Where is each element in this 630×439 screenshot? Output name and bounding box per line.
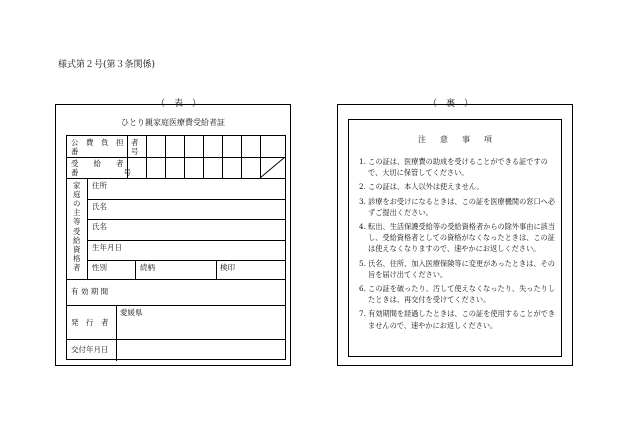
- issue-date-label: 交付年月日: [71, 345, 109, 354]
- provider-number-label-2: 番 号: [71, 147, 139, 156]
- recipient-name-label: 氏名: [92, 222, 107, 231]
- household-head-char: 家: [73, 181, 81, 190]
- relationship-label: 続柄: [140, 263, 155, 272]
- issuer-value: 愛媛県: [120, 308, 143, 317]
- household-name-label: 氏名: [92, 202, 107, 211]
- card-front: [55, 104, 291, 366]
- household-head-char: の: [73, 199, 81, 208]
- card-back: [337, 104, 573, 366]
- issuer-label: 発 行 者: [71, 318, 109, 327]
- note-item: 5. 氏名、住所、加入医療保険等に変更があったときは、その旨を届け出てください。: [359, 258, 555, 279]
- notes-list: [359, 156, 557, 334]
- form-label: 様式第２号(第３条関係): [58, 60, 156, 70]
- note-item: 3. 診療をお受けになるときは、この証を医療機関の窓口へ必ずご提出ください。: [359, 196, 556, 217]
- card-title: ひとり親家庭医療費受給者証: [121, 118, 225, 127]
- certificate-grid: [66, 135, 286, 360]
- seal-label: 検印: [220, 263, 235, 272]
- diagonal-slash: [260, 157, 285, 178]
- recipient-char: 資: [73, 245, 81, 254]
- address-label: 住所: [92, 181, 107, 190]
- note-item: 7. 有効期間を経過したときは、この証を使用することができませんので、速やかにお返しください。: [359, 309, 556, 330]
- recipient-char: 給: [73, 236, 81, 245]
- household-head-char: 主: [73, 208, 81, 217]
- recipient-char: 格: [73, 254, 81, 263]
- note-item: 6. この証を破ったり、汚して使えなくなったり、失ったりしたときは、再交付を受けてください。: [359, 284, 556, 305]
- note-item: 1. この証は、医療費の助成を受けることができる証ですので、大切に保管してください。: [359, 157, 548, 178]
- household-head-char: 等: [73, 217, 81, 226]
- back-caption: （ 裏 ）: [428, 99, 474, 109]
- birthdate-label: 生年月日: [92, 243, 122, 252]
- notes-frame: [348, 119, 562, 357]
- recipient-char: 受: [73, 227, 81, 236]
- provider-number-label-1: 公 費 負 担 者: [71, 138, 139, 147]
- note-item: 4. 転出、生活保護受給等の受給資格者からの除外事由に該当し、受給資格者としての資格がなくなったときは、この証は使えなくなりますので、速やかにお返しください。: [359, 222, 556, 254]
- front-caption: （ 表 ）: [156, 99, 202, 109]
- notes-title: 注意事項: [418, 135, 506, 144]
- household-head-char: 庭: [73, 190, 81, 199]
- note-item: 2. この証は、本人以外は使えません。: [359, 182, 484, 192]
- validity-label: 有 効 期 間: [71, 287, 109, 296]
- gender-label: 性別: [92, 263, 107, 272]
- recipient-number-label-2: 番 号: [71, 168, 131, 177]
- recipient-number-label-1: 受 給 者: [71, 159, 124, 168]
- recipient-char: 者: [73, 263, 81, 272]
